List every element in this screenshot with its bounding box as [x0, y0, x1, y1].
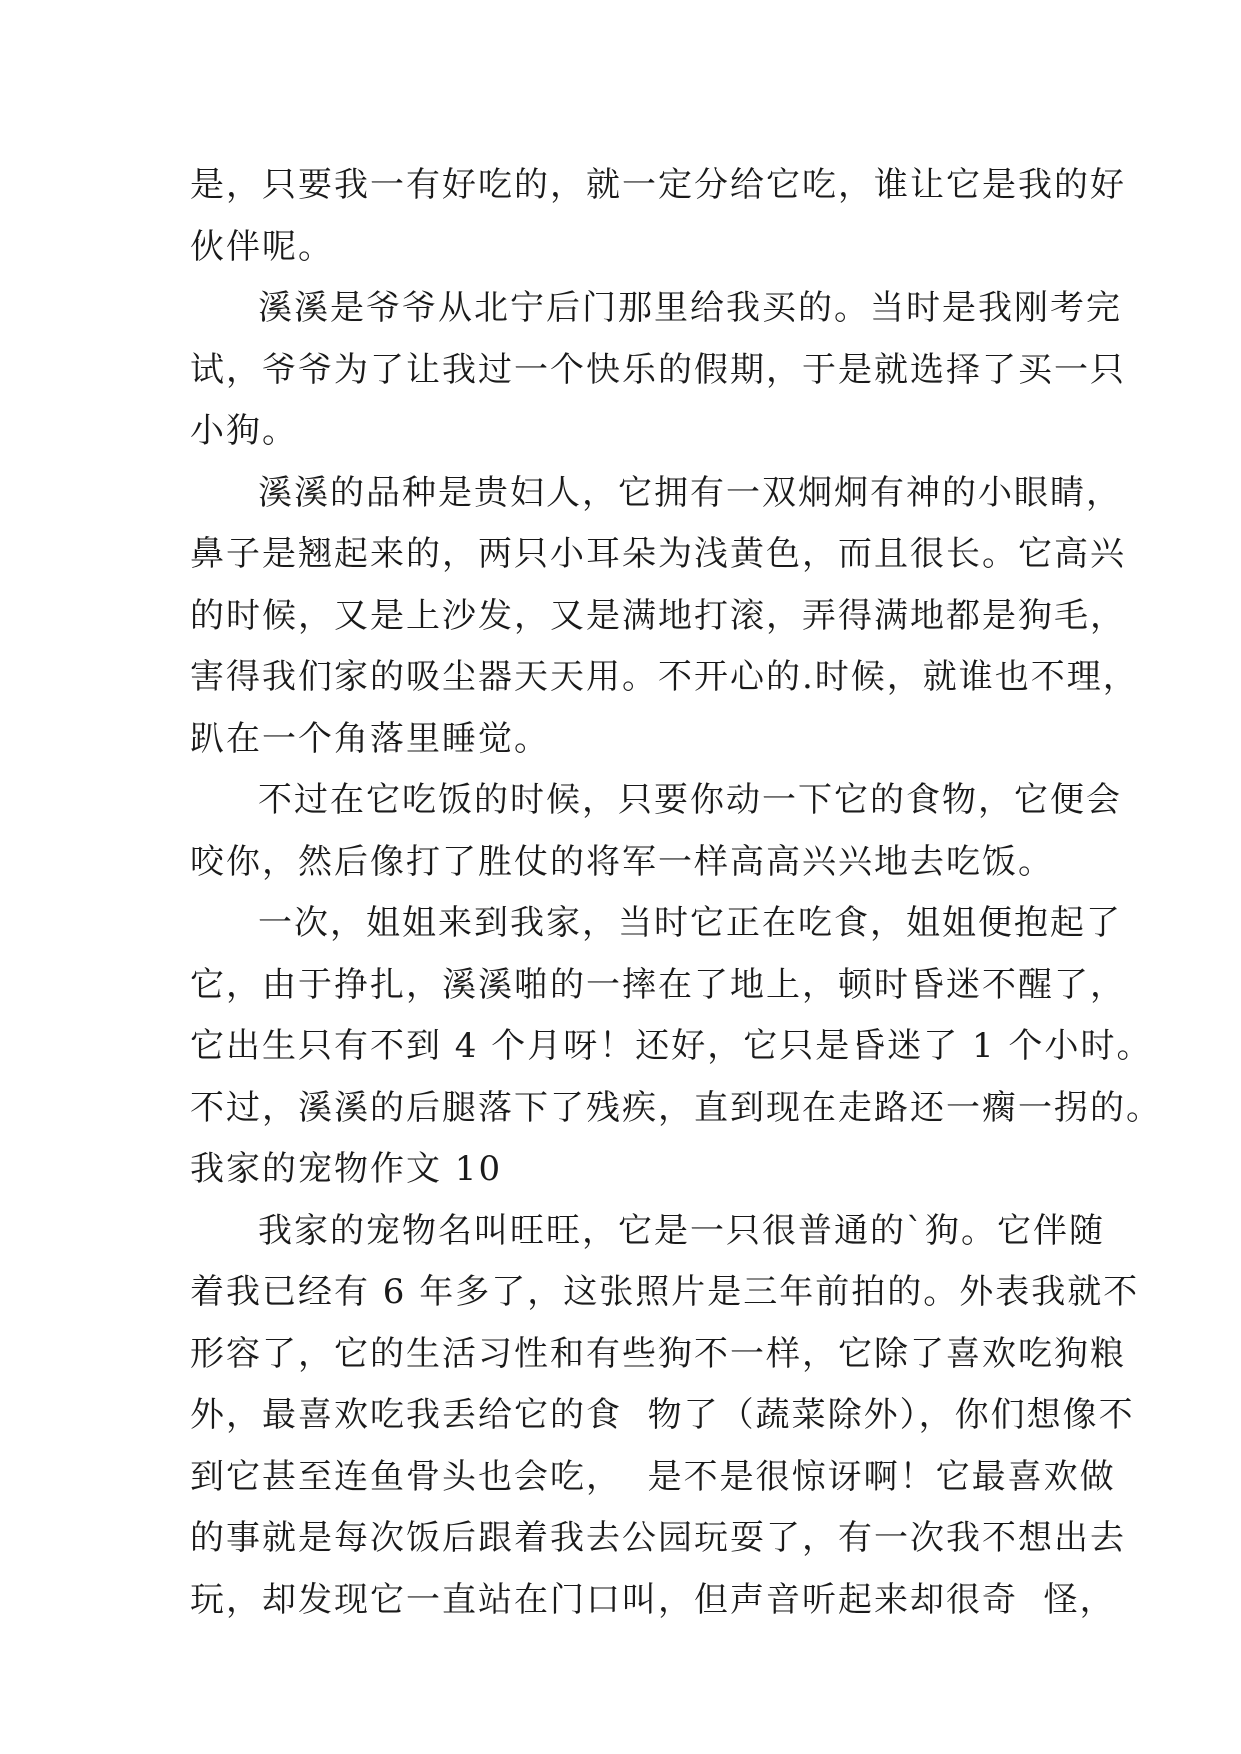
text-line: 试，爷爷为了让我过一个快乐的假期，于是就选择了买一只 — [190, 349, 1126, 390]
text-line: 鼻子是翘起来的，两只小耳朵为浅黄色，而且很长。它高兴 — [190, 534, 1126, 574]
paragraph-start-line: 溪溪是爷爷从北宁后门那里给我买的。当时是我刚考完 — [258, 288, 1122, 328]
text-line: 小狗。 — [190, 411, 298, 451]
paragraph-start-line: 我家的宠物名叫旺旺，它是一只很普通的`狗。它伴随 — [258, 1210, 1105, 1251]
document-body — [190, 155, 1162, 1631]
essay-title: 我家的宠物作文 10 — [190, 1149, 503, 1189]
text-line: 的事就是每次饭后跟着我去公园玩耍了，有一次我不想出去 — [190, 1518, 1126, 1558]
text-line: 玩，却发现它一直站在门口叫，但声音听起来却很奇 怪， — [190, 1579, 1116, 1620]
text-line: 咬你，然后像打了胜仗的将军一样高高兴兴地去吃饭。 — [190, 841, 1054, 882]
text-line: 形容了，它的生活习性和有些狗不一样，它除了喜欢吃狗粮 — [190, 1333, 1126, 1374]
text-line: 外，最喜欢吃我丢给它的食 物了（蔬菜除外），你们想像不 — [190, 1395, 1135, 1435]
text-line: 是，只要我一有好吃的，就一定分给它吃，谁让它是我的好 — [190, 165, 1126, 205]
text-line: 它出生只有不到 4 个月呀！还好，它只是昏迷了 1 个小时。 — [190, 1026, 1153, 1066]
text-line: 不过，溪溪的后腿落下了残疾，直到现在走路还一瘸一拐的。 — [190, 1087, 1162, 1128]
text-line: 着我已经有 6 年多了，这张照片是三年前拍的。外表我就不 — [190, 1272, 1140, 1312]
text-line: 伙伴呢。 — [190, 226, 334, 267]
paragraph-start-line: 不过在它吃饭的时候，只要你动一下它的食物，它便会 — [258, 780, 1122, 820]
text-line: 的时候，又是上沙发，又是满地打滚，弄得满地都是狗毛， — [190, 595, 1126, 636]
paragraph-start-line: 一次，姐姐来到我家，当时它正在吃食，姐姐便抱起了 — [258, 903, 1122, 943]
text-line: 害得我们家的吸尘器天天用。不开心的.时候，就谁也不理， — [190, 657, 1139, 697]
text-line: 趴在一个角落里睡觉。 — [190, 718, 550, 759]
paragraph-start-line: 溪溪的品种是贵妇人，它拥有一双炯炯有神的小眼睛， — [258, 472, 1122, 513]
text-line: 到它甚至连鱼骨头也会吃， 是不是很惊讶啊！它最喜欢做 — [190, 1456, 1116, 1497]
text-line: 它，由于挣扎，溪溪啪的一摔在了地上，顿时昏迷不醒了， — [190, 964, 1126, 1005]
